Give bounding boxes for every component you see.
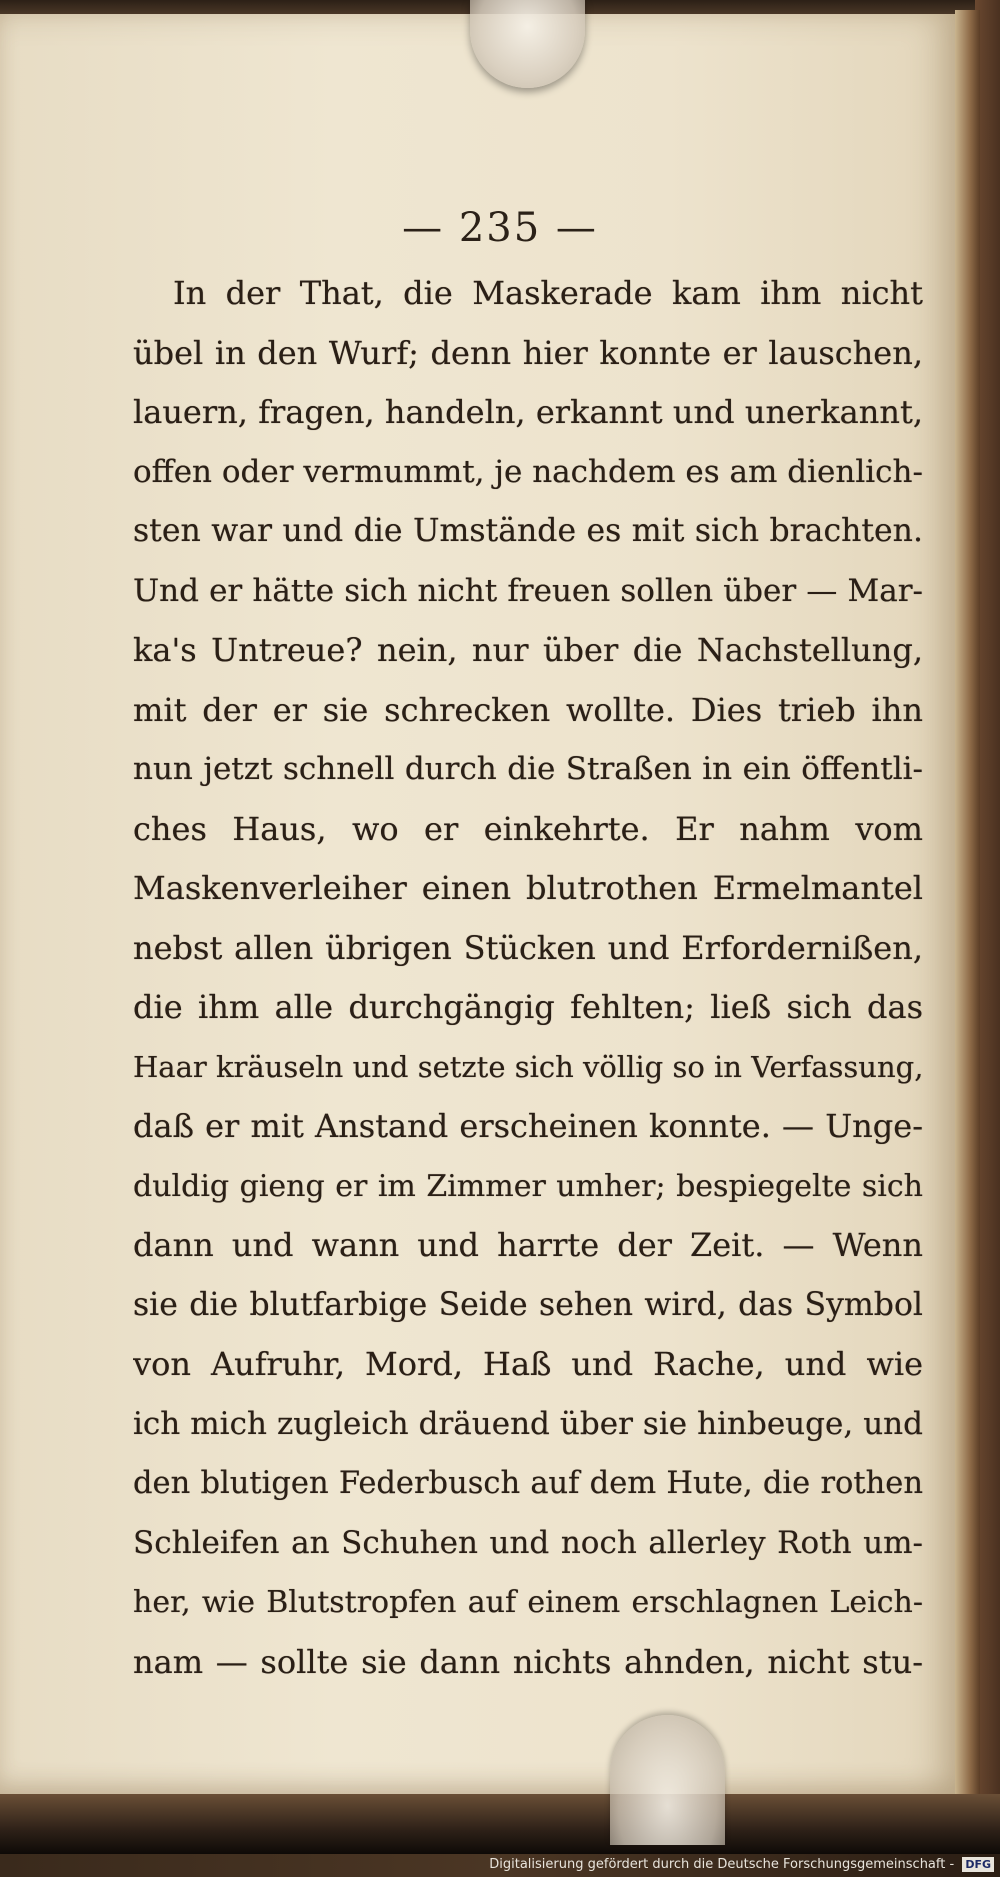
text-line: Haar kräuseln und setzte sich völlig so in Verfassung, [133, 1049, 923, 1084]
text-line: sie die blutfarbige Seide sehen wird, das Symbol [133, 1286, 923, 1323]
text-line: duldig gieng er im Zimmer umher; bespiegelte sich [133, 1168, 923, 1204]
text-line: nam — sollte sie dann nichts ahnden, nicht stu- [133, 1642, 923, 1681]
text-line: von Aufruhr, Mord, Haß und Rache, und wie [133, 1345, 923, 1383]
text-line: ka's Untreue? nein, nur über die Nachstellung, [133, 631, 923, 669]
page-number: — 235 — [402, 205, 598, 251]
text-line: daß er mit Anstand erscheinen konnte. — Unge- [133, 1107, 923, 1145]
text-line: nebst allen übrigen Stücken und Erfordernißen, [133, 928, 923, 967]
text-line: Maskenverleiher einen blutrothen Ermelmantel [133, 869, 923, 907]
text-line: den blutigen Federbusch auf dem Hute, die rothen [133, 1466, 923, 1501]
text-line: offen oder vermummt, je nachdem es am dienlich- [133, 453, 923, 490]
text-line: ich mich zugleich dräuend über sie hinbeuge, und [133, 1405, 923, 1442]
book-bottom-edge [0, 1794, 1000, 1854]
text-line: ches Haus, wo er einkehrte. Er nahm vom [133, 809, 923, 848]
text-line: dann und wann und harrte der Zeit. — Wenn [133, 1226, 923, 1264]
page-text [133, 264, 923, 1692]
text-line: In der That, die Maskerade kam ihm nicht [173, 274, 923, 312]
credit-text: Digitalisierung gefördert durch die Deutsche Forschungsgemeinschaft - [489, 1857, 955, 1872]
dfg-logo: DFG [962, 1857, 994, 1872]
text-line: her, wie Blutstropfen auf einem erschlagnen Leich- [133, 1585, 923, 1620]
text-line: lauern, fragen, handeln, erkannt und unerkannt, [133, 393, 923, 431]
digitization-credit [489, 1852, 994, 1877]
text-line: Und er hätte sich nicht freuen sollen über — Mar- [133, 572, 923, 609]
text-line: nun jetzt schnell durch die Straßen in ein öffentli- [133, 751, 923, 787]
text-line: sten war und die Umstände es mit sich brachten. [133, 513, 923, 549]
page-clip-bottom [610, 1715, 725, 1845]
text-line: die ihm alle durchgängig fehlten; ließ sich das [133, 988, 923, 1026]
text-line: Schleifen an Schuhen und noch allerley Roth um- [133, 1524, 923, 1561]
page-stack-edge [955, 10, 980, 1800]
text-line: mit der er sie schrecken wollte. Dies trieb ihn [133, 690, 923, 729]
text-line: übel in den Wurf; denn hier konnte er lauschen, [133, 333, 923, 372]
